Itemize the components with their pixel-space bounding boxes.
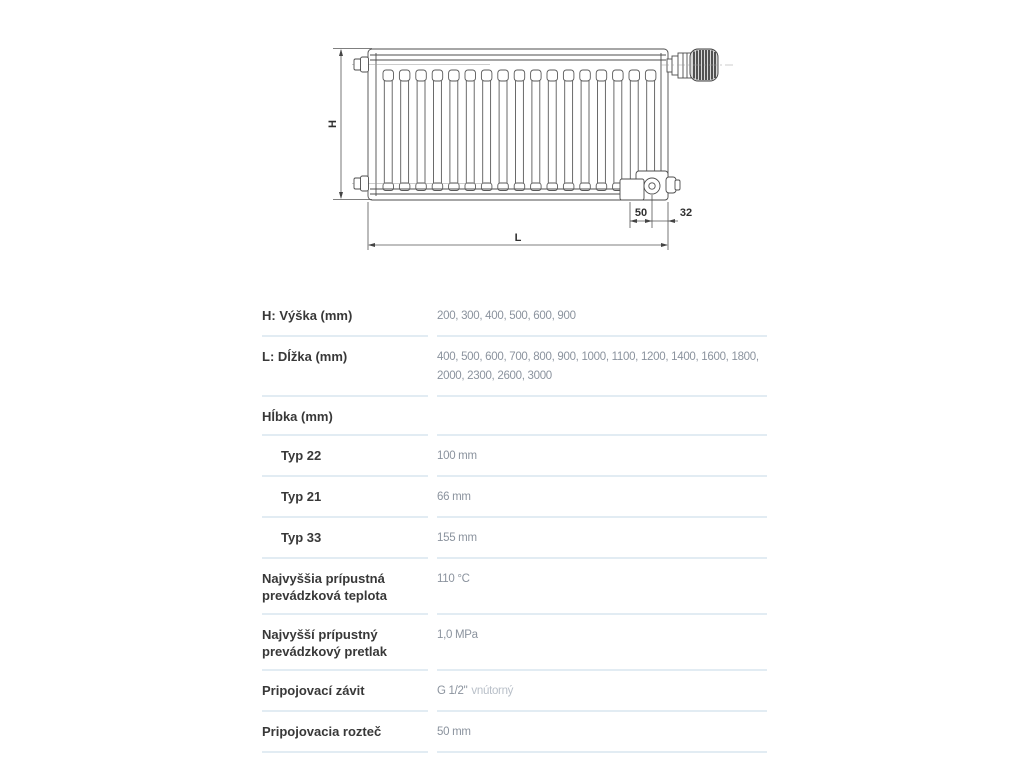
spec-value: 66 mm xyxy=(437,477,767,518)
spec-value xyxy=(437,671,767,712)
spec-label: Najvyššia prípustná prevádzková teplota xyxy=(262,559,428,615)
spec-value: 400, 500, 600, 700, 800, 900, 1000, 1100, 1200, 1400, 1600, 1800, 2000, 2300, 2600, 3000 xyxy=(437,337,767,397)
thermostatic-valve-head xyxy=(661,49,733,81)
table-row xyxy=(262,337,767,397)
spec-label: L: Dĺžka (mm) xyxy=(262,337,428,397)
dimension-l-label: L xyxy=(514,232,522,244)
dimension-l xyxy=(368,202,668,250)
spec-value: 200, 300, 400, 500, 600, 900 xyxy=(437,296,767,337)
spec-label: Hĺbka (mm) xyxy=(262,397,428,436)
spec-value: 50 mm xyxy=(437,712,767,753)
dimension-50-label: 50 xyxy=(634,207,648,219)
table-row xyxy=(262,559,767,615)
spec-value: 110 °C xyxy=(437,559,767,615)
spec-label: Pripojovacia rozteč xyxy=(262,712,428,753)
table-row xyxy=(262,518,767,559)
dimension-32-label: 32 xyxy=(679,207,693,219)
spec-value xyxy=(437,397,767,436)
table-row xyxy=(262,615,767,671)
spec-value: 155 mm xyxy=(437,518,767,559)
spec-label: Typ 21 xyxy=(262,477,428,518)
spec-table xyxy=(262,296,767,753)
spec-value: 1,0 MPa xyxy=(437,615,767,671)
spec-value-note: vnútorný xyxy=(471,685,514,697)
table-row xyxy=(262,671,767,712)
spec-value: 100 mm xyxy=(437,436,767,477)
spec-label: H: Výška (mm) xyxy=(262,296,428,337)
radiator-technical-drawing xyxy=(325,42,737,256)
dimension-h-label: H xyxy=(327,120,339,128)
table-row xyxy=(262,477,767,518)
spec-label: Pripojovací závit xyxy=(262,671,428,712)
table-row xyxy=(262,712,767,753)
radiator-diagram-svg xyxy=(325,42,737,256)
dimension-32 xyxy=(652,207,692,223)
table-row xyxy=(262,397,767,436)
spec-label: Typ 22 xyxy=(262,436,428,477)
table-row xyxy=(262,296,767,337)
table-row xyxy=(262,436,767,477)
spec-value-main: G 1/2" xyxy=(437,685,468,697)
spec-label: Typ 33 xyxy=(262,518,428,559)
spec-label: Najvyšší prípustný prevádzkový pretlak xyxy=(262,615,428,671)
